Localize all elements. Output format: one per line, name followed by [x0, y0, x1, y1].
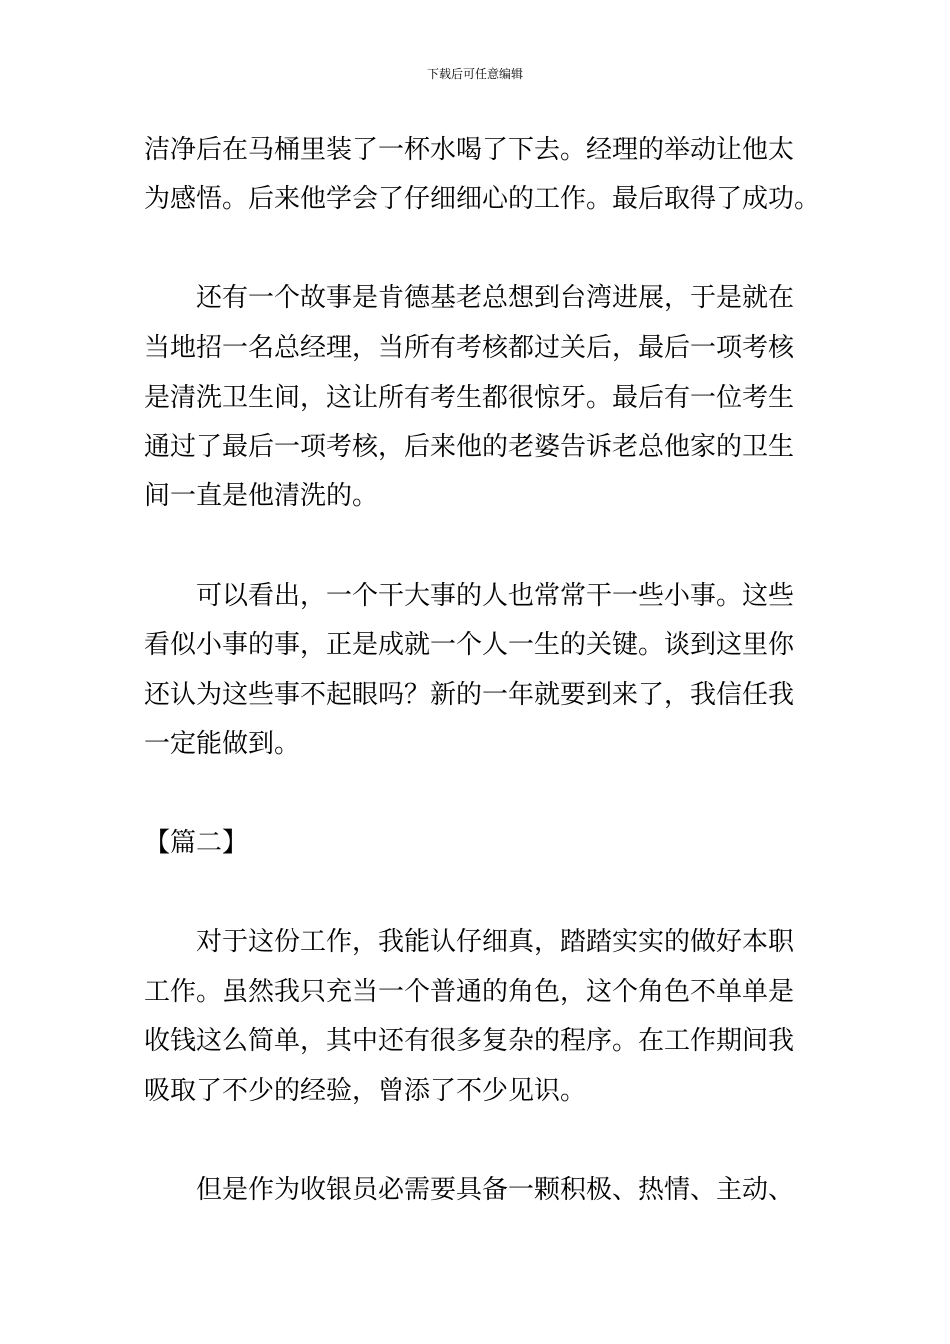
text-line: 还有一个故事是肯德基老总想到台湾进展，于是就在: [196, 283, 795, 313]
text-line: 一定能做到。: [144, 729, 301, 759]
text-line: 间一直是他清洗的。: [144, 481, 379, 511]
text-line: 看似小事的事，正是成就一个人一生的关键。谈到这里你: [144, 630, 795, 660]
text-line: 吸取了不少的经验，曾添了不少见识。: [144, 1076, 587, 1106]
text-line: 是清洗卫生间，这让所有考生都很惊牙。最后有一位考生: [144, 383, 795, 413]
text-line: 对于这份工作，我能认仔细真，踏踏实实的做好本职: [196, 927, 795, 957]
text-line: 还认为这些事不起眼吗？新的一年就要到来了，我信任我: [144, 680, 795, 710]
text-line: 收钱这么简单，其中还有很多复杂的程序。在工作期间我: [144, 1026, 795, 1056]
section-heading: 【篇二】: [144, 828, 249, 858]
text-line: 但是作为收银员必需要具备一颗积极、热情、主动、: [196, 1175, 795, 1205]
text-line: 洁净后在马桶里装了一杯水喝了下去。经理的举动让他太: [144, 135, 795, 165]
text-line: 当地招一名总经理，当所有考核都过关后，最后一项考核: [144, 333, 795, 363]
text-line: 为感悟。后来他学会了仔细细心的工作。最后取得了成功。: [144, 184, 821, 214]
text-line: 可以看出，一个干大事的人也常常干一些小事。这些: [196, 581, 795, 611]
page-header: 下载后可任意编辑: [426, 67, 523, 81]
text-line: 通过了最后一项考核，后来他的老婆告诉老总他家的卫生: [144, 432, 795, 462]
text-line: 工作。虽然我只充当一个普通的角色，这个角色不单单是: [144, 977, 795, 1007]
